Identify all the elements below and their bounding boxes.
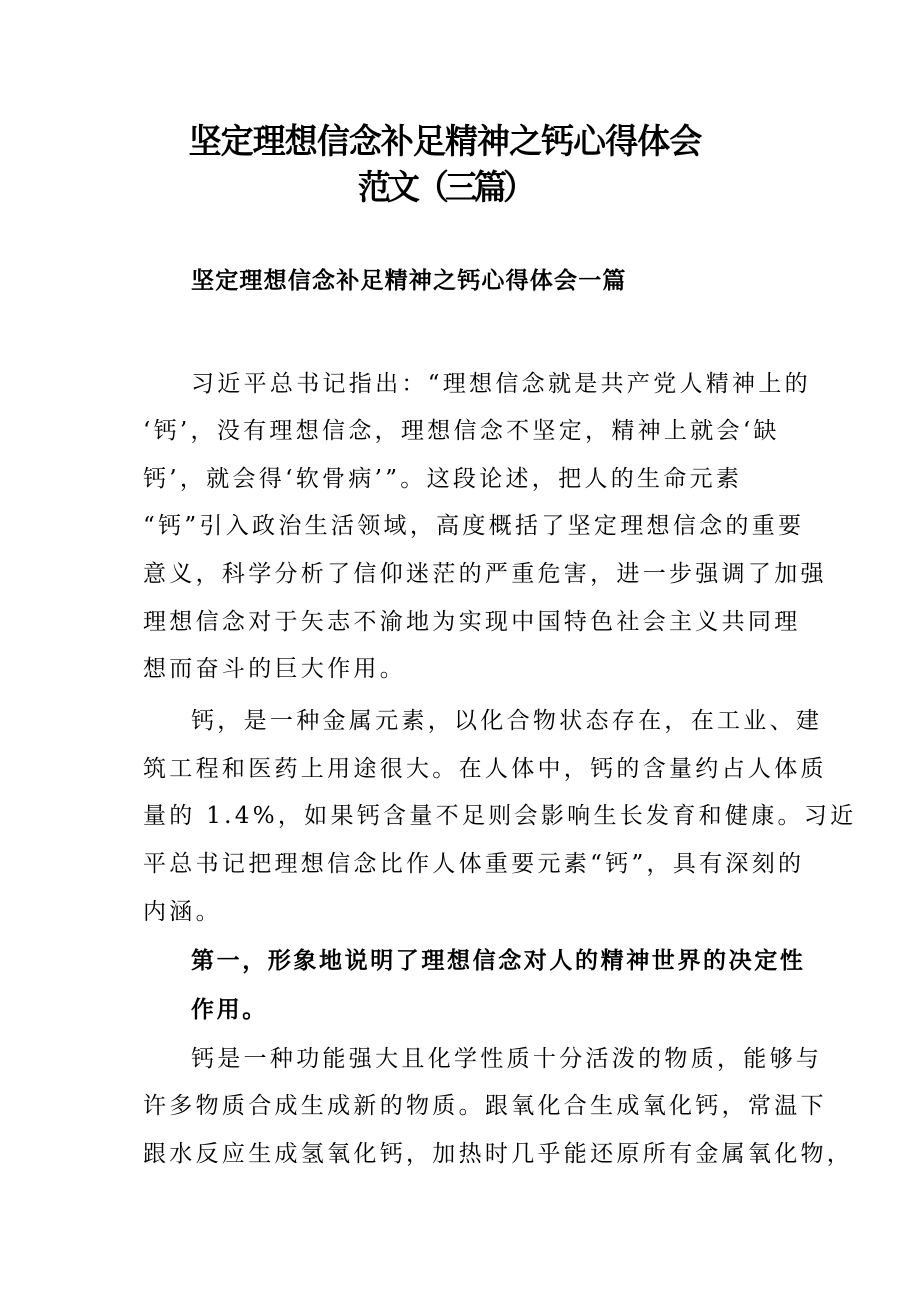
paragraph-line: 内涵。 — [143, 899, 222, 925]
paragraph-line: 跟水反应生成氢氧化钙，加热时几乎能还原所有金属氧化物， — [143, 1141, 854, 1167]
paragraph-line: 钙是一种功能强大且化学性质十分活泼的物质，能够与 — [191, 1046, 823, 1072]
paragraph-line: 许多物质合成生成新的物质。跟氧化合生成氧化钙，常温下 — [143, 1093, 827, 1119]
section-title: 坚定理想信念补足精神之钙心得体会一篇 — [191, 268, 627, 294]
paragraph-line: 平总书记把理想信念比作人体重要元素“钙”，具有深刻的 — [143, 851, 805, 877]
paragraph-line: 筑工程和医药上用途很大。在人体中，钙的含量约占人体质 — [143, 756, 827, 782]
paragraph-line: ‘钙’，没有理想信念，理想信念不坚定，精神上就会‘缺 — [143, 418, 780, 444]
paragraph-line: 理想信念对于矢志不渝地为实现中国特色社会主义共同理 — [143, 609, 801, 635]
paragraph-line: 习近平总书记指出：“理想信念就是共产党人精神上的 — [191, 371, 811, 397]
heading-line: 作用。 — [191, 997, 268, 1023]
paragraph-line: 量的 1.4%，如果钙含量不足则会影响生长发育和健康。习近 — [143, 803, 857, 829]
document-title-line1: 坚定理想信念补足精神之钙心得体会 — [188, 122, 702, 162]
paragraph-line: “钙”引入政治生活领域，高度概括了坚定理想信念的重要 — [143, 513, 805, 539]
heading-line: 第一，形象地说明了理想信念对人的精神世界的决定性 — [191, 948, 806, 974]
paragraph-line: 想而奋斗的巨大作用。 — [143, 656, 406, 682]
document-title-line2: 范文（三篇） — [357, 168, 533, 208]
paragraph-line: 钙，是一种金属元素，以化合物状态存在，在工业、建 — [191, 708, 823, 734]
paragraph-line: 钙’，就会得‘软骨病’”。这段论述，把人的生命元素 — [143, 466, 743, 492]
paragraph-line: 意义，科学分析了信仰迷茫的严重危害，进一步强调了加强 — [143, 561, 827, 587]
